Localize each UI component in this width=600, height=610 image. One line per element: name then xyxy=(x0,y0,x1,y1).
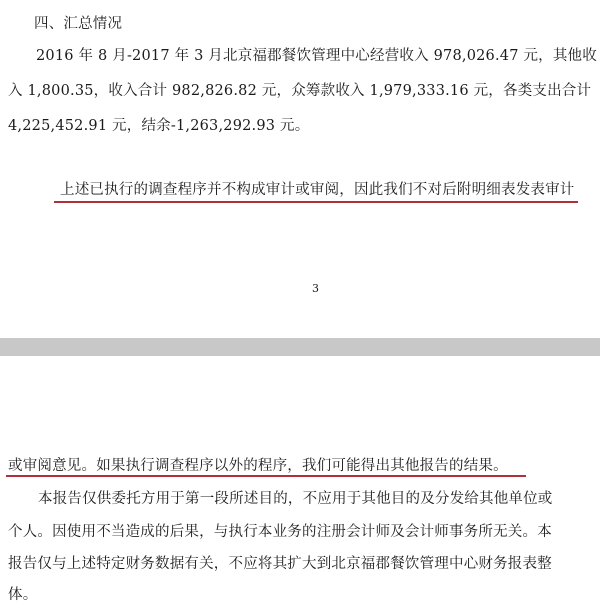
summary-line-3: 4,225,452.91 元，结余-1,263,292.93 元。 xyxy=(8,118,310,134)
red-underline-1 xyxy=(54,201,578,203)
summary-line-2: 入 1,800.35，收入合计 982,826.82 元，众筹款收入 1,979,333.16 元，各类支出合计 xyxy=(8,83,592,99)
usage-line-1: 本报告仅供委托方用于第一段所述目的，不应用于其他目的及分发给其他单位或 xyxy=(38,491,553,507)
usage-line-3: 报告仅与上述特定财务数据有关，不应将其扩大到北京福郡餐饮管理中心财务报表整 xyxy=(8,556,552,572)
highlighted-disclaimer-line-1: 上述已执行的调查程序并不构成审计或审阅，因此我们不对后附明细表发表审计 xyxy=(60,182,575,198)
usage-line-2: 个人。因使用不当造成的后果，与执行本业务的注册会计师及会计师事务所无关。本 xyxy=(8,524,552,540)
usage-line-4: 体。 xyxy=(8,587,38,603)
section-heading: 四、汇总情况 xyxy=(34,16,123,32)
highlighted-disclaimer-line-2: 或审阅意见。如果执行调查程序以外的程序，我们可能得出其他报告的结果。 xyxy=(8,458,508,474)
page-gap xyxy=(0,338,600,356)
page-number: 3 xyxy=(312,282,319,295)
red-underline-2 xyxy=(6,475,526,477)
summary-line-1: 2016 年 8 月-2017 年 3 月北京福郡餐饮管理中心经营收入 978,026.47 元，其他收 xyxy=(36,48,597,64)
